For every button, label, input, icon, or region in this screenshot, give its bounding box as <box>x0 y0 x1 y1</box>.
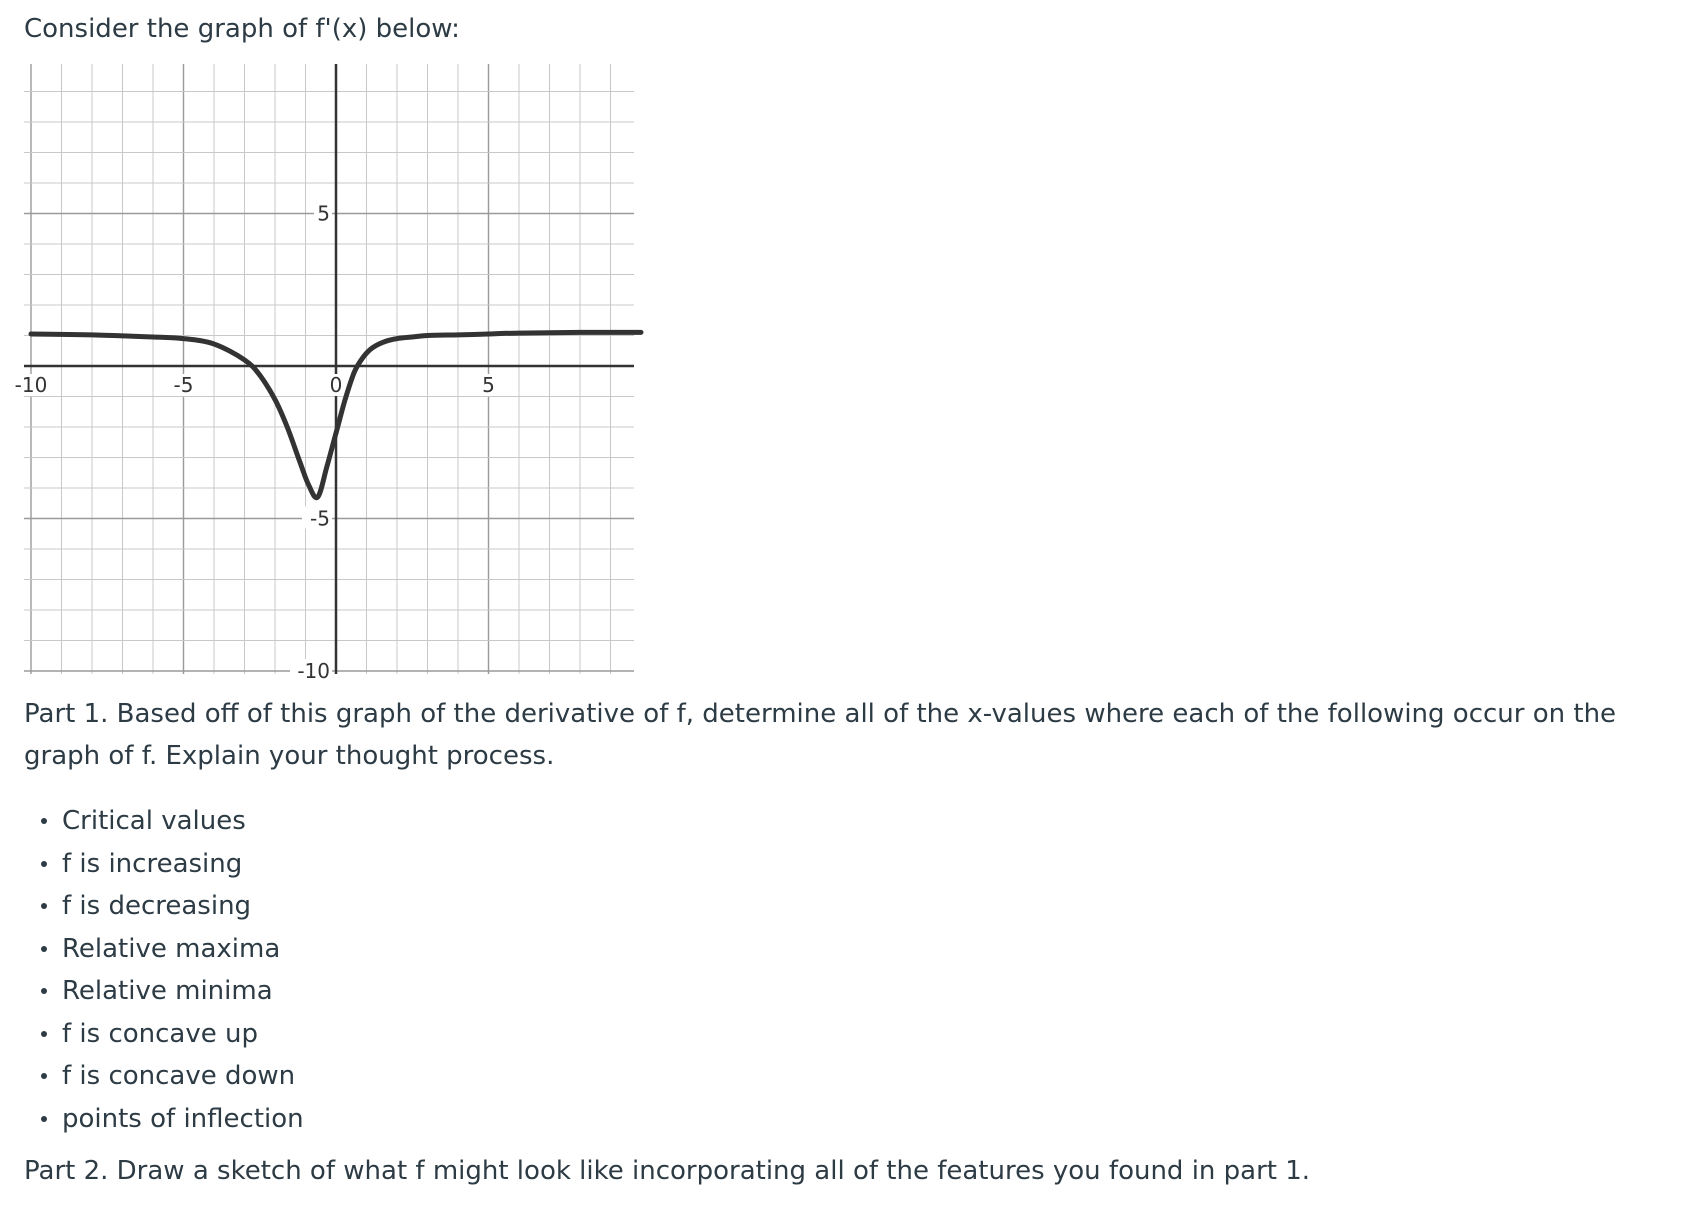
y-tick-label: -5 <box>310 506 330 531</box>
derivative-graph <box>14 64 644 684</box>
feature-decreasing: f is decreasing <box>38 885 304 928</box>
x-tick-label: -10 <box>14 373 48 397</box>
part1-prompt: Part 1. Based off of this graph of the derivative of f, determine all of the x-values where each of the following occur on the graph of f. Explain your thought process. <box>24 699 1617 771</box>
feature-concave-down: f is concave down <box>38 1055 304 1098</box>
feature-critical-values: Critical values <box>38 800 304 843</box>
feature-inflection-points: points of inflection <box>38 1098 304 1141</box>
feature-concave-up: f is concave up <box>38 1013 304 1056</box>
feature-increasing: f is increasing <box>38 843 304 886</box>
feature-relative-maxima: Relative maxima <box>38 928 304 971</box>
x-tick-label: -5 <box>173 373 194 397</box>
intro-text: Consider the graph of f'(x) below: <box>24 14 460 44</box>
part2-prompt: Part 2. Draw a sketch of what f might look like incorporating all of the features you found in part 1. <box>24 1156 1311 1186</box>
feature-relative-minima: Relative minima <box>38 970 304 1013</box>
feature-list <box>38 800 304 1140</box>
y-tick-label: 5 <box>317 201 330 226</box>
x-tick-label: 5 <box>482 373 495 397</box>
y-tick-label: -10 <box>297 659 330 683</box>
x-tick-label: 0 <box>329 373 343 397</box>
